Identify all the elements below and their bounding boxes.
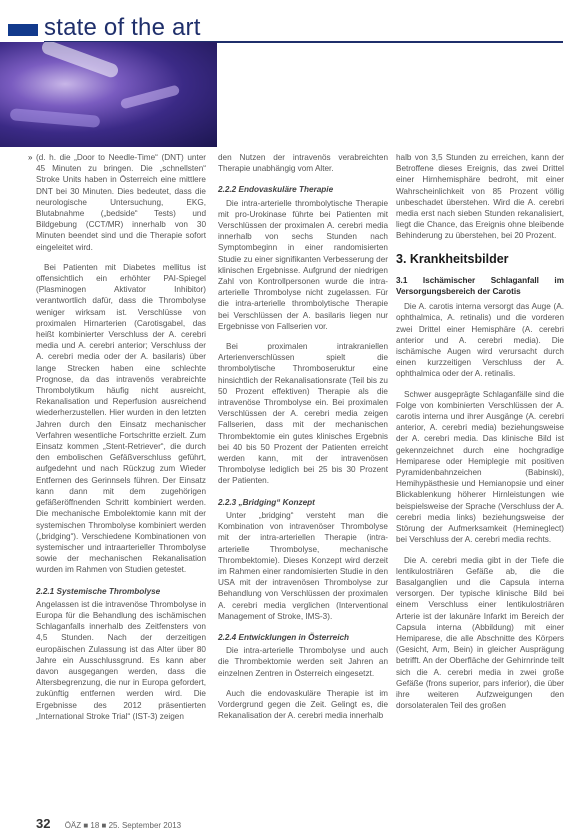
header-photo (0, 42, 217, 147)
subsection-heading: 2.2.1 Systemische Thrombolyse (36, 586, 161, 596)
paragraph: Bei proximalen intrakraniellen Arterienverschlüssen spielt die thrombolytische Thromboseruktur eine hinsichtlich der Rekanalisationsrate (Teil bis zu 50 Prozent effektiven) Therapie als die intravenöse Thrombolyse ein. Bei proximalen Verschlüssen der A. cerebri media zeigen Fallserien, dass mit der mechanischen Thrombektomie ein gutes klinisches Ergebnis bei 40 bis 50 Prozent der Patienten erreicht werden kann, mit der intravenösen Thrombolyse lediglich bei 25 bis 30 Prozent der Patienten. (218, 342, 388, 486)
paragraph: Auch die endovaskuläre Therapie ist im Vordergrund gegen die Zeit. Gelingt es, die Rekanalisation der A. cerebri media innerhalb (218, 688, 388, 721)
paragraph: den Nutzen der intravenös verabreichten Therapie unabhängig vom Alter. (218, 153, 388, 174)
paragraph: Die A. carotis interna versorgt das Auge (A. ophthalmica, A. retinalis) und die vorderen zwei Drittel einer Hemisphäre (A. cerebri anterior und A. cerebri media). Die ischämische Augen wird verursacht durch einen kurzzeitigen Verschluss der A. ophthalmica oder der A. retinalis. (396, 302, 564, 379)
section-heading: 3. Krankheitsbilder (396, 251, 509, 266)
page-number: 32 (36, 816, 51, 831)
photo-highlight (40, 42, 120, 79)
paragraph: halb von 3,5 Stunden zu erreichen, kann der Betroffene dieses Ereignis, das zwei Drittel einer Hirnhemisphäre bedroht, mit einer Wahrscheinlichkeit von 85 Prozent völlig unbeschadet überstehen. Wird die A. cerebri media erst nach sieben Stunden rekanalisiert, liegt die Chance, das Ereignis ohne bleibende Behinderung zu überstehen, bei 20 Prozent. (396, 153, 564, 241)
text-column-1 (36, 152, 206, 731)
paragraph: Angelassen ist die intravenöse Thrombolyse in Europa für die Behandlung des ischämischen Schlaganfalls innerhalb des Zeitfensters von 4,5 Stunden. Nach der derzeitigen europäischen Zulassung ist das Alter über 80 Jahre ein Ausschlussgrund. Es kann aber davon ausgegangen werden, dass die Altersbegrenzung, die nur in Europa gefordert, zukünftig entfernen werden wird. Die Ergebnisse des 2012 präsentierten „International Stroke Trial“ (IST-3) zeigen (36, 599, 206, 721)
subsection-heading: 2.2.3 „Bridging“ Konzept (218, 497, 315, 507)
section-title: state of the art (44, 14, 201, 41)
paragraph: Unter „bridging“ versteht man die Kombination von intravenöser Thrombolyse mit der intra-arteriellen Therapie (intra-arterielle Thrombolyse, mechanische Thrombektomie). Dieses Konzept wird derzeit im Rahmen einer randomisierten Studie in den USA mit der intravenösen Thrombolyse zur Behandlung von Verschlüssen der proximalen A. cerebri media verglichen (Interventional Management of Stroke, IMS-3). (218, 510, 388, 621)
photo-highlight (120, 84, 181, 109)
subsection-heading: 2.2.4 Entwicklungen in Österreich (218, 632, 350, 642)
text-column-2 (218, 152, 388, 730)
issue-info: ÖÄZ ■ 18 ■ 25. September 2013 (64, 821, 182, 830)
paragraph: Die intra-arterielle Thrombolyse und auch die Thrombektomie werden seit Jahren an einzelnen Zentren in Österreich eingesetzt. (218, 646, 388, 678)
paragraph: Bei Patienten mit Diabetes mellitus ist offensichtlich ein erhöhter PAI-Spiegel (Plasminogen Aktivator Inhibitor) verantwortlich dafür, dass die Thrombolyse weniger wirksam ist. Verschlüsse von proximalen Hirnarterien (Carotisgabel, das heißt kombinierter Verschluss der A. cerebri media und A. cerebri anterior; Verschluss der A. cerebri media oder der A. basilaris) über lange Strecken haben eine schlechte Prognose, da das intravenös verabreichte Thrombolytikum häufig nicht ausreicht, Rekanalisation und Reperfusion ausreichend wiederherzustellen. Hier wurden in den letzten Jahren durch den Einsatz mechanischer Verfahren wesentliche Fortschritte erzielt. Zum Einsatz kommen „Stent-Retriever“, die durch den embolischen Gefäßverschluss geführt, aufgedehnt und nach Rückzug zum Wieder Entfernen des Gerinnsels führen. Der Einsatz kann dann mit dem zugehörigen gefäßeröffnenden Schritt kombiniert werden. Die mechanische Embolektomie kann mit der systemischen Thrombolyse kombiniert werden („bridging“). Verschiedene Kombinationen von systemischer und intraarterieller Thrombolyse sowie der mechanischen Rekanalisation wurden im Rahmen von Studien getestet. (36, 262, 206, 575)
paragraph: Schwer ausgeprägte Schlaganfälle sind die Folge von kombinierten Verschlüssen der A. carotis interna und ihrer Ausgänge (A. cerebri anterior, A. cerebri media) beziehungsweise der A. cerebri media. Das klinische Bild ist gekennzeichnet durch eine hochgradige Hemiparese oder Hemiplegie mit positiven Pyramidenbahnzeichen (Babinski), Hemihypästhesie und Hemianopsie und einer Blickablenkung höherer Hirnleistungen wie beispielsweise der Sprache (Verschluss der A. cerebri media links) beziehungsweise der Störung der Aufmerksamkeit (Hemineglect) bei Verschluss der A. cerebri media rechts. (396, 389, 564, 545)
paragraph: Die intra-arterielle thrombolytische Therapie mit pro-Urokinase führte bei Patienten mit Verschlüssen der proximalen A. cerebri media innerhalb von sechs Stunden nach Symptombeginn in einer randomisierten Studie zu einer signifikanten Verbesserung der klinischen Ergebnisse. Aufgrund der niedrigen Zahl von Kontrollpersonen wurde die intra-arterielle Thrombolyse nicht zugelassen. Für die intra-arterielle thrombolytische Therapie bei Verschlüssen der A. basilaris liegen nur Ergebnisse von Fallserien vor. (218, 198, 388, 331)
subsection-heading: 3.1 Ischämischer Schlaganfall im Versorgungsbereich der Carotis (396, 275, 564, 297)
paragraph: Die A. cerebri media gibt in der Tiefe die lentikulostriären Gefäße ab, die die Basalganglien und die Capsula interna versorgen. Der typische klinische Bild bei einem Verschluss einer lentikulostriären Arterie ist der lakunäre Infarkt im Bereich der Capsula interna (Abbildung) mit einer Hemiparese, die alle Abschnitte des Körpers (Gesicht, Arm, Bein) in gleicher Ausprägung betrifft. An der Oberfläche der Gehirnrinde teilt sich die A. cerebri media in zwei große Gefäße (frons superior, pars inferior), die über ihre weiteren Aufzweigungen den dorsolateralen Teil des großen (396, 555, 564, 711)
photo-highlight (10, 108, 101, 128)
page-footer (36, 816, 181, 831)
paragraph: (d. h. die „Door to Needle-Time“ (DNT) unter 45 Minuten zu bringen. Die „schnellsten“ Stroke Units haben in Österreich eine mittlere DNT bei 30 Minuten. Dies bedeutet, dass die neurologische Untersuchung, EKG, Blutabnahme („bedside“ Tests) und Bildgebung (CCT/MR) innerhalb von 30 Minuten beendet sind und die Therapie sofort eingeleitet wird. (36, 153, 206, 252)
subsection-heading: 2.2.2 Endovaskuläre Therapie (218, 185, 334, 195)
section-marker-square (8, 24, 38, 36)
continuation-marker: » (28, 153, 33, 162)
text-column-3 (396, 152, 564, 720)
